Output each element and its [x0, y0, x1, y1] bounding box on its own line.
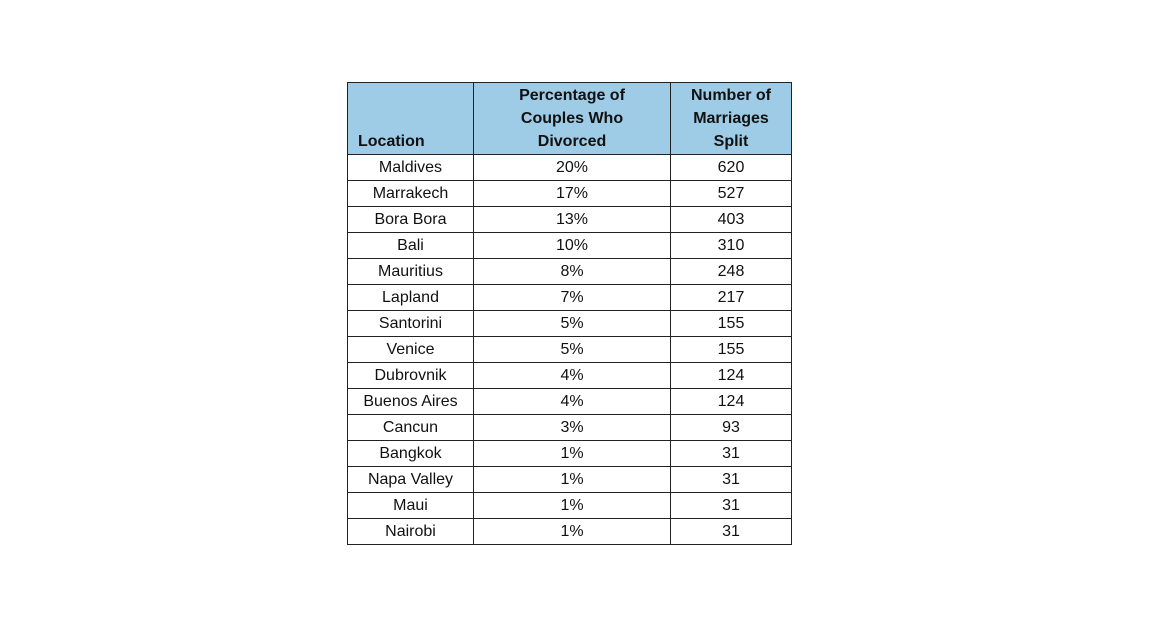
- table-row: [348, 233, 792, 259]
- table-row: [348, 259, 792, 285]
- table-body: [348, 155, 792, 545]
- cell-number: 403: [671, 207, 792, 233]
- cell-location: Cancun: [348, 415, 474, 441]
- table-row: [348, 155, 792, 181]
- table-row: [348, 519, 792, 545]
- table-header: [348, 83, 792, 155]
- cell-location: Bali: [348, 233, 474, 259]
- cell-number: 31: [671, 441, 792, 467]
- header-percentage: [474, 83, 671, 155]
- header-percentage-line: Couples Who: [520, 110, 624, 127]
- cell-location: Maldives: [348, 155, 474, 181]
- header-row: [348, 83, 792, 155]
- cell-percentage: 1%: [474, 467, 671, 493]
- cell-location: Nairobi: [348, 519, 474, 545]
- cell-location: Mauritius: [348, 259, 474, 285]
- header-percentage-line: Percentage of: [519, 87, 625, 104]
- cell-number: 620: [671, 155, 792, 181]
- cell-percentage: 4%: [474, 389, 671, 415]
- table-row: [348, 415, 792, 441]
- header-number-line: Number of: [691, 87, 771, 104]
- header-percentage-line: Divorced: [537, 133, 607, 150]
- cell-location: Bora Bora: [348, 207, 474, 233]
- cell-percentage: 13%: [474, 207, 671, 233]
- table-row: [348, 285, 792, 311]
- header-number-line: Marriages: [693, 110, 769, 127]
- cell-percentage: 1%: [474, 493, 671, 519]
- cell-location: Venice: [348, 337, 474, 363]
- cell-percentage: 8%: [474, 259, 671, 285]
- table-row: [348, 467, 792, 493]
- cell-percentage: 7%: [474, 285, 671, 311]
- cell-number: 155: [671, 337, 792, 363]
- table-row: [348, 207, 792, 233]
- table-row: [348, 181, 792, 207]
- cell-percentage: 17%: [474, 181, 671, 207]
- table-row: [348, 493, 792, 519]
- header-number: [671, 83, 792, 155]
- cell-location: Marrakech: [348, 181, 474, 207]
- cell-number: 527: [671, 181, 792, 207]
- cell-number: 31: [671, 493, 792, 519]
- cell-number: 31: [671, 519, 792, 545]
- cell-percentage: 5%: [474, 337, 671, 363]
- table-row: [348, 389, 792, 415]
- cell-percentage: 1%: [474, 519, 671, 545]
- divorce-table-container: [347, 82, 792, 545]
- cell-location: Santorini: [348, 311, 474, 337]
- header-location: Location: [348, 83, 474, 155]
- cell-number: 124: [671, 389, 792, 415]
- cell-percentage: 3%: [474, 415, 671, 441]
- cell-number: 93: [671, 415, 792, 441]
- cell-percentage: 4%: [474, 363, 671, 389]
- divorce-table: [347, 82, 792, 545]
- cell-location: Napa Valley: [348, 467, 474, 493]
- cell-percentage: 20%: [474, 155, 671, 181]
- cell-percentage: 1%: [474, 441, 671, 467]
- cell-location: Buenos Aires: [348, 389, 474, 415]
- cell-percentage: 10%: [474, 233, 671, 259]
- cell-percentage: 5%: [474, 311, 671, 337]
- cell-number: 124: [671, 363, 792, 389]
- header-number-line: Split: [713, 133, 749, 150]
- cell-location: Maui: [348, 493, 474, 519]
- table-row: [348, 311, 792, 337]
- cell-number: 155: [671, 311, 792, 337]
- cell-location: Bangkok: [348, 441, 474, 467]
- cell-number: 248: [671, 259, 792, 285]
- cell-number: 31: [671, 467, 792, 493]
- table-row: [348, 337, 792, 363]
- cell-number: 310: [671, 233, 792, 259]
- cell-location: Dubrovnik: [348, 363, 474, 389]
- table-row: [348, 441, 792, 467]
- table-row: [348, 363, 792, 389]
- cell-location: Lapland: [348, 285, 474, 311]
- cell-number: 217: [671, 285, 792, 311]
